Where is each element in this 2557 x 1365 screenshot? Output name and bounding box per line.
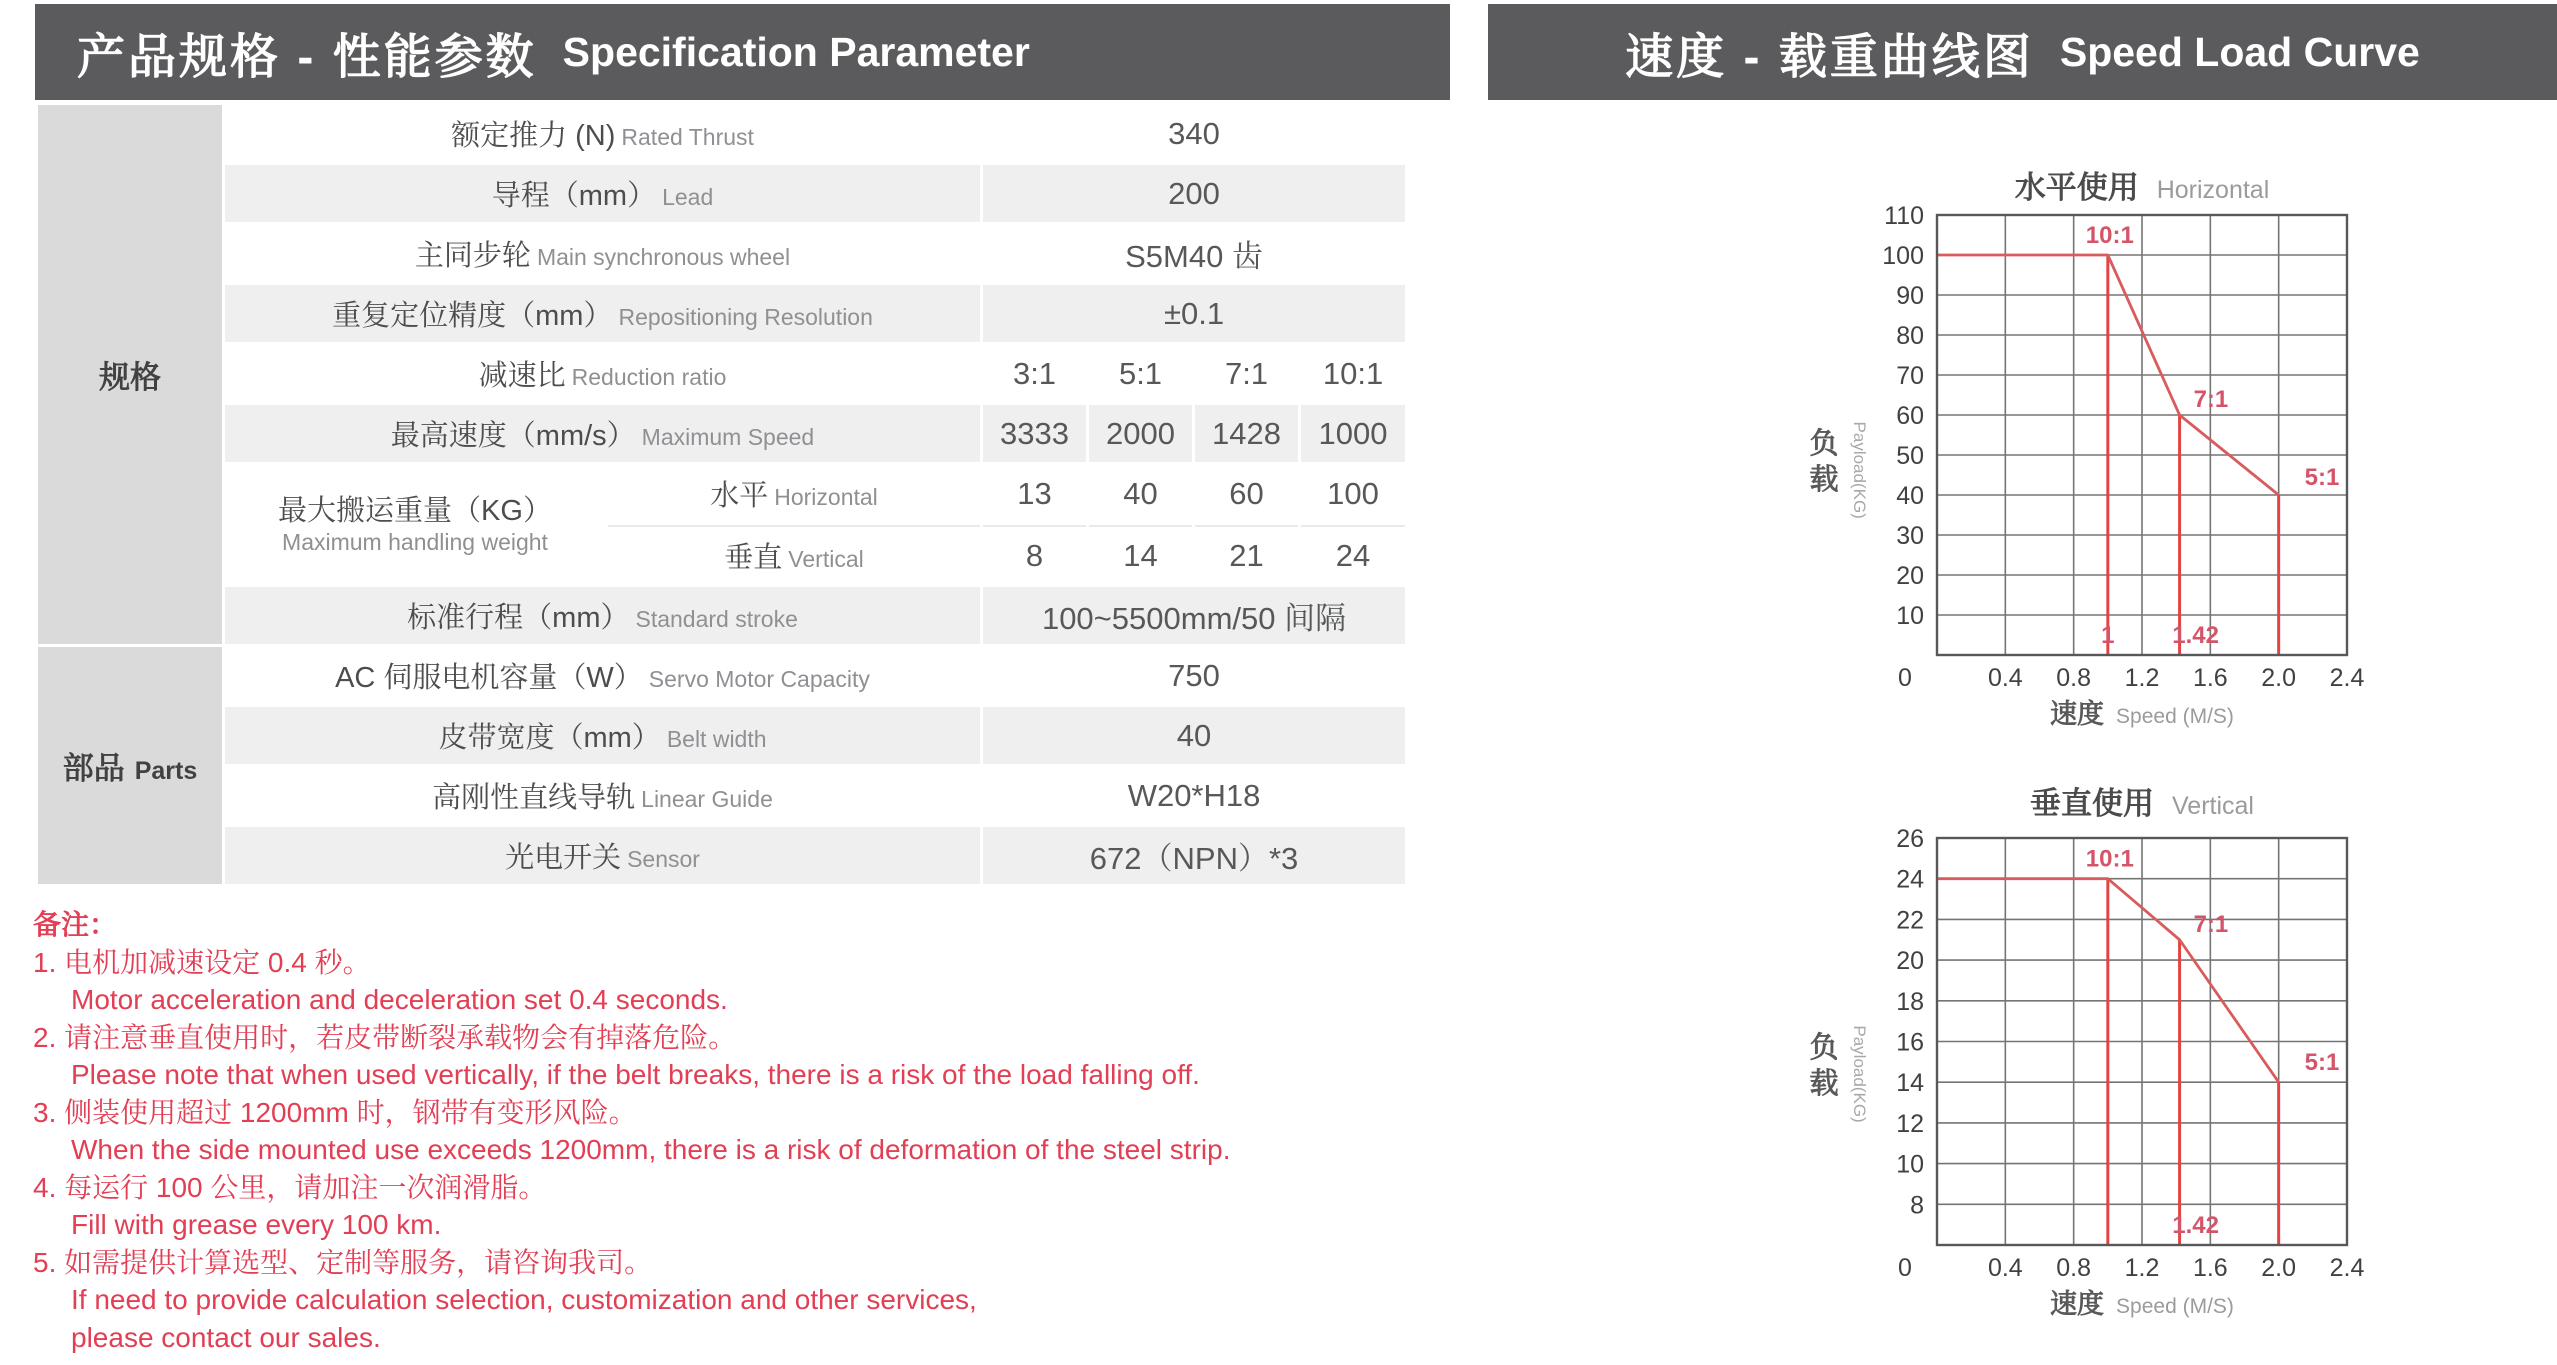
- spec-value-cell: 8: [983, 525, 1086, 584]
- spec-value-cell: 672（NPN）*3: [983, 827, 1405, 884]
- y-axis-label: 负: [1809, 1032, 1839, 1065]
- spec-value-cell: 340: [983, 105, 1405, 162]
- spec-value-cell: 14: [1089, 525, 1192, 584]
- svg-text:40: 40: [1896, 482, 1924, 510]
- ratio-label: 1: [2101, 622, 2115, 649]
- note-line-zh: 1. 电机加减速设定 0.4 秒。: [33, 946, 371, 978]
- svg-text:Payload(KG): Payload(KG): [1850, 421, 1869, 519]
- svg-text:18: 18: [1896, 987, 1924, 1016]
- spec-header-title-en: Specification Parameter: [562, 28, 1030, 75]
- note-line-en: Fill with grease every 100 km.: [71, 1209, 442, 1240]
- spec-value-cell: 3:1: [983, 345, 1086, 402]
- svg-text:0: 0: [1898, 664, 1912, 692]
- note-line-zh: 5. 如需提供计算选型、定制等服务，请咨询我司。: [33, 1246, 653, 1278]
- svg-text:2.4: 2.4: [2329, 664, 2365, 692]
- spec-value-cell: 24: [1301, 525, 1405, 584]
- note-line-en: If need to provide calculation selection, customization and other services,: [71, 1284, 977, 1315]
- ratio-label: 10:1: [2085, 222, 2134, 249]
- spec-value-cell: 200: [983, 165, 1405, 222]
- spec-param-cell: 重复定位精度（mm） Repositioning Resolution: [225, 285, 980, 342]
- spec-value-cell: 21: [1195, 525, 1298, 584]
- svg-text:1.6: 1.6: [2192, 1254, 2228, 1282]
- table-row: [38, 647, 1405, 704]
- spec-value-cell: 7:1: [1195, 345, 1298, 402]
- spec-value-cell: 100~5500mm/50 间隔: [983, 587, 1405, 644]
- svg-text:12: 12: [1896, 1109, 1924, 1138]
- note-line-en: Please note that when used vertically, if the belt breaks, there is a risk of the load falling off.: [71, 1059, 1200, 1090]
- spec-header: [35, 4, 1450, 100]
- notes: [33, 906, 1463, 1356]
- spec-value-cell: 100: [1301, 465, 1405, 522]
- y-axis-label: 载: [1809, 464, 1839, 497]
- svg-text:2.0: 2.0: [2261, 664, 2297, 692]
- ratio-label: 7:1: [2193, 910, 2229, 938]
- table-row: [38, 285, 1405, 342]
- svg-text:2.4: 2.4: [2329, 1254, 2365, 1282]
- svg-text:0.8: 0.8: [2056, 664, 2092, 692]
- spec-value-cell: 750: [983, 647, 1405, 704]
- spec-table: [35, 102, 1408, 887]
- svg-text:90: 90: [1896, 282, 1924, 310]
- spec-param-cell: AC 伺服电机容量（W） Servo Motor Capacity: [225, 647, 980, 704]
- spec-value-cell: 10:1: [1301, 345, 1405, 402]
- table-row: [38, 767, 1405, 824]
- spec-param-cell: 皮带宽度（mm） Belt width: [225, 707, 980, 764]
- spec-value-cell: 2000: [1089, 405, 1192, 462]
- spec-value-cell: ±0.1: [983, 285, 1405, 342]
- svg-text:16: 16: [1896, 1028, 1924, 1057]
- svg-text:2.0: 2.0: [2261, 1254, 2297, 1282]
- spec-param-cell: 额定推力 (N) Rated Thrust: [225, 105, 980, 162]
- chart-title: 水平使用 Horizontal: [2014, 170, 2270, 205]
- svg-text:20: 20: [1896, 562, 1924, 590]
- note-line-en: please contact our sales.: [71, 1321, 381, 1353]
- spec-value-cell: 60: [1195, 465, 1298, 522]
- curve-header-title-en: Speed Load Curve: [2059, 28, 2420, 75]
- x-axis-label: 速度 Speed (M/S): [2050, 1289, 2234, 1319]
- spec-category-cell: 规格: [38, 105, 222, 644]
- ratio-label: 7:1: [2193, 386, 2229, 413]
- spec-value-cell: 1428: [1195, 405, 1298, 462]
- spec-param-cell: 导程（mm） Lead: [225, 165, 980, 222]
- note-line-en: When the side mounted use exceeds 1200mm, there is a risk of deformation of the steel strip.: [71, 1134, 1231, 1165]
- svg-text:80: 80: [1896, 322, 1924, 350]
- speed-load-chart-horizontal: [1790, 158, 2430, 758]
- spec-param-cell: 主同步轮 Main synchronous wheel: [225, 225, 980, 282]
- svg-text:20: 20: [1896, 947, 1924, 976]
- svg-text:26: 26: [1896, 825, 1924, 853]
- svg-text:14: 14: [1896, 1069, 1924, 1098]
- svg-text:50: 50: [1896, 442, 1924, 470]
- spec-sub-cell: 水平 Horizontal: [608, 465, 980, 522]
- svg-text:1.6: 1.6: [2192, 664, 2228, 692]
- spec-value-cell: S5M40 齿: [983, 225, 1405, 282]
- svg-text:60: 60: [1896, 402, 1924, 430]
- note-line-zh: 2. 请注意垂直使用时，若皮带断裂承载物会有掉落危险。: [33, 1021, 737, 1053]
- table-row: [38, 465, 1405, 522]
- svg-text:0: 0: [1898, 1254, 1912, 1282]
- table-row: [38, 587, 1405, 644]
- chart-title: 垂直使用 Vertical: [2030, 786, 2254, 821]
- svg-text:100: 100: [1882, 242, 1924, 270]
- svg-text:70: 70: [1896, 362, 1924, 390]
- spec-param-cell: 减速比 Reduction ratio: [225, 345, 980, 402]
- table-row: [38, 405, 1405, 462]
- spec-value-cell: W20*H18: [983, 767, 1405, 824]
- table-row: [38, 165, 1405, 222]
- svg-text:0.4: 0.4: [1987, 664, 2023, 692]
- svg-text:110: 110: [1884, 202, 1924, 230]
- svg-text:10: 10: [1896, 1150, 1924, 1179]
- ratio-label: 1.42: [2172, 622, 2219, 649]
- spec-param-cell: 最大搬运重量（KG） Maximum handling weight: [225, 465, 605, 584]
- spec-value-cell: 5:1: [1089, 345, 1192, 402]
- notes-heading: 备注：: [33, 909, 118, 940]
- table-row: [38, 827, 1405, 884]
- spec-sub-cell: 垂直 Vertical: [608, 525, 980, 584]
- table-row: [38, 225, 1405, 282]
- note-line-zh: 4. 每运行 100 公里，请加注一次润滑脂。: [33, 1171, 547, 1203]
- ratio-label: 5:1: [2304, 1049, 2340, 1077]
- svg-text:1.2: 1.2: [2124, 664, 2160, 692]
- spec-value-cell: 40: [983, 707, 1405, 764]
- ratio-label: 5:1: [2304, 464, 2340, 491]
- spec-param-cell: 高刚性直线导轨 Linear Guide: [225, 767, 980, 824]
- svg-text:0.8: 0.8: [2056, 1254, 2092, 1282]
- svg-text:30: 30: [1896, 522, 1924, 550]
- ratio-label: 10:1: [2085, 845, 2134, 873]
- table-row: [38, 707, 1405, 764]
- speed-load-chart-vertical: [1790, 772, 2430, 1365]
- spec-param-cell: 光电开关 Sensor: [225, 827, 980, 884]
- y-axis-label: 负: [1809, 428, 1839, 461]
- curve-header-title-zh: 速度 - 载重曲线图: [1625, 30, 2034, 84]
- spec-header-title-zh: 产品规格 - 性能参数: [77, 30, 537, 84]
- svg-text:22: 22: [1896, 906, 1924, 935]
- svg-text:24: 24: [1896, 865, 1924, 894]
- y-axis-label: 载: [1809, 1068, 1839, 1101]
- notes-list: [33, 944, 1463, 1357]
- spec-value-cell: 3333: [983, 405, 1086, 462]
- curve-header: [1488, 4, 2557, 100]
- spec-param-cell: 最高速度（mm/s） Maximum Speed: [225, 405, 980, 462]
- svg-text:Payload(KG): Payload(KG): [1850, 1025, 1869, 1123]
- table-row: [38, 345, 1405, 402]
- spec-param-cell: 标准行程（mm） Standard stroke: [225, 587, 980, 644]
- spec-category-cell: 部品 Parts: [38, 647, 222, 884]
- spec-value-cell: 40: [1089, 465, 1192, 522]
- svg-text:1.2: 1.2: [2124, 1254, 2160, 1282]
- spec-table-body: [38, 105, 1405, 884]
- svg-text:8: 8: [1910, 1191, 1924, 1220]
- x-axis-label: 速度 Speed (M/S): [2050, 699, 2234, 729]
- spec-value-cell: 13: [983, 465, 1086, 522]
- svg-text:0.4: 0.4: [1987, 1254, 2023, 1282]
- note-line-en: Motor acceleration and deceleration set 0.4 seconds.: [71, 984, 728, 1015]
- ratio-label: 1.42: [2172, 1212, 2219, 1239]
- note-line-zh: 3. 侧装使用超过 1200mm 时，钢带有变形风险。: [33, 1096, 637, 1128]
- svg-text:10: 10: [1896, 602, 1924, 630]
- table-row: [38, 105, 1405, 162]
- spec-value-cell: 1000: [1301, 405, 1405, 462]
